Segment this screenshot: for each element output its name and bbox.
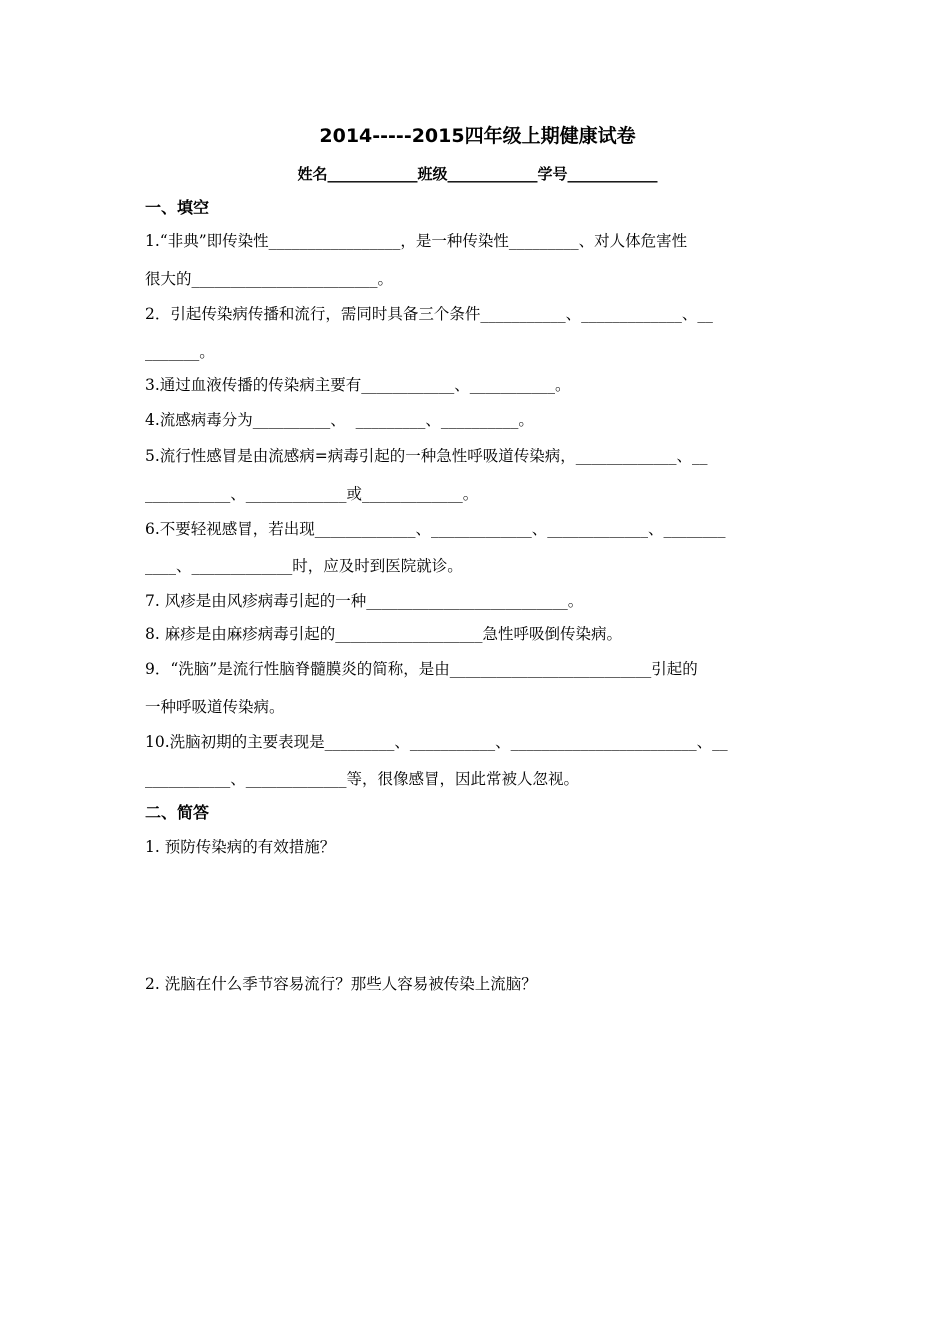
short-answer-question-2: 2. 洗脑在什么季节容易流行？那些人容易被传染上流脑？ bbox=[145, 975, 537, 993]
question-line: 10.洗脑初期的主要表现是_________、___________、________________________、__ bbox=[145, 733, 728, 751]
question-line: 6.不要轻视感冒，若出现_____________、_____________、_____________、________ bbox=[145, 520, 726, 538]
question-line: 7. 风疹是由风疹病毒引起的一种__________________________。 bbox=[145, 592, 584, 610]
question-line: 3.通过血液传播的传染病主要有____________、___________。 bbox=[145, 376, 571, 394]
section-short-answer-heading: 二、简答 bbox=[145, 803, 210, 822]
question-line: ____、_____________时，应及时到医院就诊。 bbox=[145, 557, 463, 575]
question-line: ___________、_____________等，很像感冒，因此常被人忽视。 bbox=[145, 770, 580, 788]
question-line: 5.流行性感冒是由流感病=病毒引起的一种急性呼吸道传染病，_____________、__ bbox=[145, 447, 708, 465]
section-fill-in-heading: 一、填空 bbox=[145, 198, 210, 217]
question-line: ___________、_____________或_____________。 bbox=[145, 485, 479, 503]
question-line: _______。 bbox=[145, 343, 215, 361]
question-line: 很大的________________________。 bbox=[145, 270, 394, 288]
question-line: 4.流感病毒分为__________、 _________、__________。 bbox=[145, 411, 534, 429]
question-line: 1.“非典”即传染性_________________，是一种传染性_________、对人体危害性 bbox=[145, 232, 688, 250]
question-line: 一种呼吸道传染病。 bbox=[145, 698, 285, 716]
student-info-line: 姓名____________班级____________学号____________ bbox=[297, 165, 658, 183]
question-line: 2．引起传染病传播和流行，需同时具备三个条件___________、_____________、__ bbox=[145, 305, 713, 323]
exam-title: 2014-----2015四年级上期健康试卷 bbox=[319, 125, 636, 147]
question-line: 9．“洗脑”是流行性脑脊髓膜炎的简称，是由__________________________引起的 bbox=[145, 660, 698, 678]
question-line: 8. 麻疹是由麻疹病毒引起的___________________急性呼吸倒传染病。 bbox=[145, 625, 622, 643]
short-answer-question-1: 1. 预防传染病的有效措施？ bbox=[145, 838, 336, 856]
